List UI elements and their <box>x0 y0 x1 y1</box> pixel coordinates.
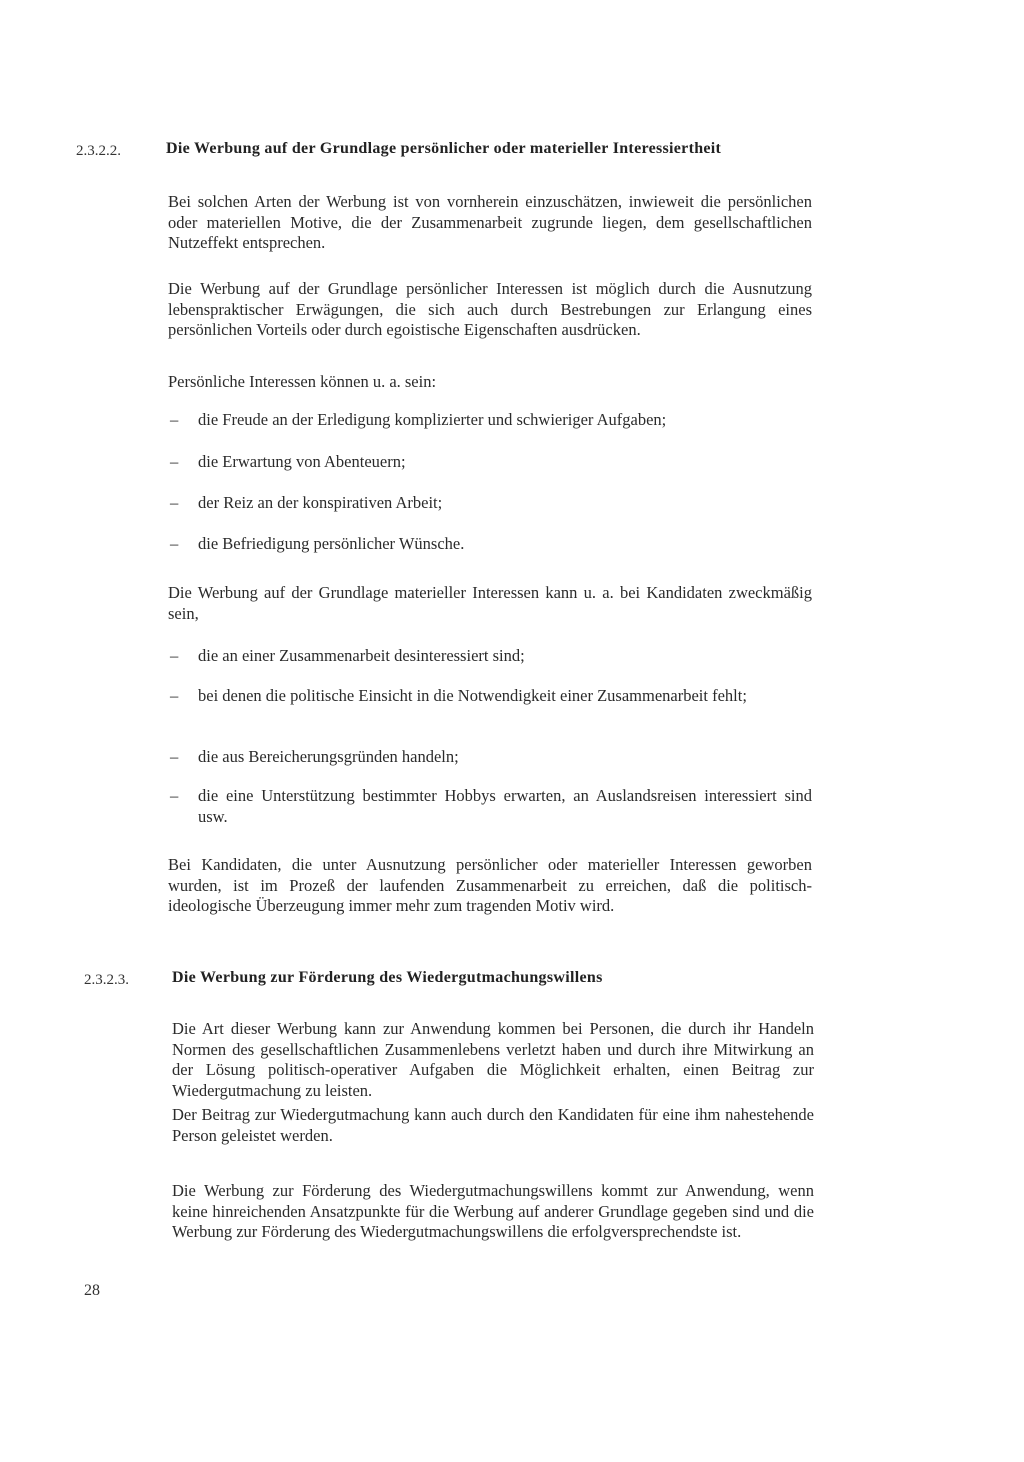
list-dash: – <box>170 686 179 705</box>
page-number: 28 <box>84 1282 100 1299</box>
list-item-text: der Reiz an der konspirativen Arbeit; <box>198 493 443 512</box>
list-dash: – <box>170 534 179 553</box>
section-heading: Die Werbung zur Förderung des Wiedergutmachungswillens <box>172 969 603 986</box>
paragraph: Der Beitrag zur Wiedergutmachung kann auch durch den Kandidaten für eine ihm nahestehende Person geleistet werden. <box>172 1105 814 1145</box>
list-item-text: die eine Unterstützung bestimmter Hobbys erwarten, an Auslandsreisen interessiert sind usw. <box>198 786 812 826</box>
list-item <box>170 493 812 514</box>
list-item-text: die Freude an der Erledigung komplizierter und schwieriger Aufgaben; <box>198 410 667 429</box>
list-item-text: die Befriedigung persönlicher Wünsche. <box>198 534 465 553</box>
list-item <box>170 410 812 431</box>
list-item-text: die an einer Zusammenarbeit desinteressiert sind; <box>198 646 525 665</box>
list-dash: – <box>170 452 179 471</box>
list-item-text: die Erwartung von Abenteuern; <box>198 452 406 471</box>
list-dash: – <box>170 646 179 665</box>
list-item <box>170 534 812 555</box>
list-dash: – <box>170 786 179 805</box>
paragraph: Die Werbung auf der Grundlage materieller Interessen kann u. a. bei Kandidaten zweckmäßig sein, <box>168 583 812 623</box>
list-item <box>170 452 812 473</box>
list-item-text: die aus Bereicherungsgründen handeln; <box>198 747 459 766</box>
list-dash: – <box>170 493 179 512</box>
section-heading: Die Werbung auf der Grundlage persönlicher oder materieller Interessiertheit <box>166 140 722 157</box>
section-number: 2.3.2.2. <box>76 143 121 159</box>
list-item-text: bei denen die politische Einsicht in die Notwendigkeit einer Zusammenarbeit fehlt; <box>198 686 747 705</box>
paragraph: Die Werbung zur Förderung des Wiedergutmachungswillens kommt zur Anwendung, wenn keine hinreichenden Ansatzpunkte für die Werbung auf anderer Grundlage gegeben sind und die Werbung zur Förderung des Wiedergutmachungswillens die erfolgversprechendste ist. <box>172 1181 814 1241</box>
paragraph: Bei Kandidaten, die unter Ausnutzung persönlicher oder materieller Interessen geworben wurden, ist im Prozeß der laufenden Zusammenarbeit zu erreichen, daß die politisch-ideologische Überzeugung immer mehr zum tragenden Motiv wird. <box>168 855 812 915</box>
list-dash: – <box>170 410 179 429</box>
paragraph: Bei solchen Arten der Werbung ist von vornherein einzuschätzen, inwieweit die persönlichen oder materiellen Motive, die der Zusammenarbeit zugrunde liegen, dem gesellschaftlichen Nutzeffekt entsprechen. <box>168 192 812 252</box>
list-dash: – <box>170 747 179 766</box>
paragraph: Die Werbung auf der Grundlage persönlicher Interessen ist möglich durch die Ausnutzung lebenspraktischer Erwägungen, die sich auch durch Bestrebungen zur Erlangung eines persönlichen Vorteils oder durch egoistische Eigenschaften ausdrücken. <box>168 279 812 339</box>
section-number: 2.3.2.3. <box>84 972 129 988</box>
list-item <box>170 646 812 667</box>
list-item <box>170 786 812 827</box>
paragraph: Persönliche Interessen können u. a. sein: <box>168 372 437 391</box>
list-item <box>170 747 812 768</box>
paragraph: Die Art dieser Werbung kann zur Anwendung kommen bei Personen, die durch ihr Handeln Normen des gesellschaftlichen Zusammenlebens verletzt haben und durch ihre Mitwirkung an der Lösung politisch-operativer Aufgaben die Möglichkeit erhalten, einen Beitrag zur Wiedergutmachung zu leisten. <box>172 1019 814 1100</box>
list-item <box>170 686 812 707</box>
